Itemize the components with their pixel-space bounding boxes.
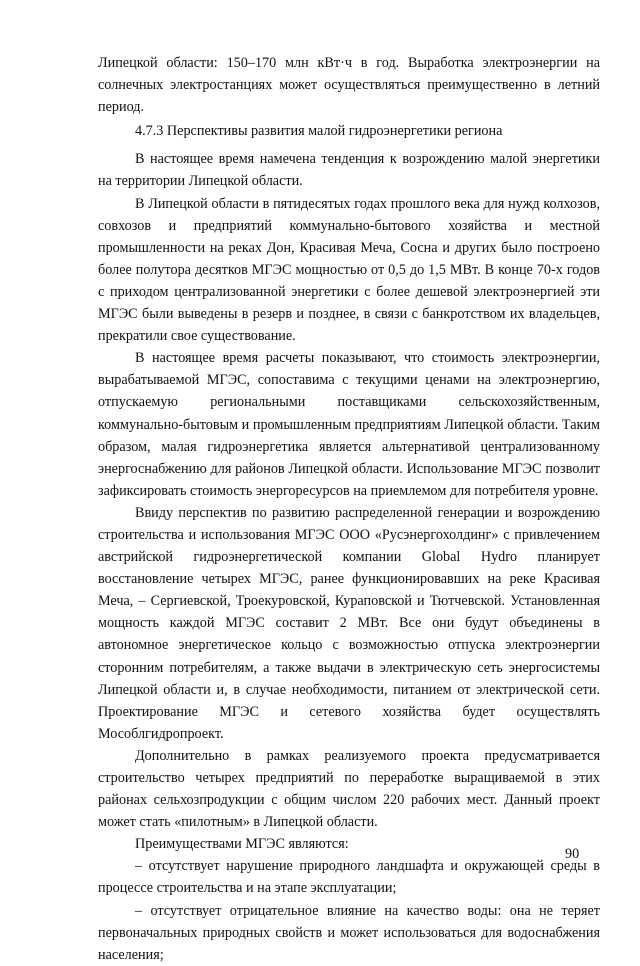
list-item: – отсутствует отрицательное влияние на качество воды: она не теряет первоначальных природных свойств и может использоваться для водоснабжения населения; <box>98 902 600 963</box>
list-intro: Преимуществами МГЭС являются: <box>135 836 349 853</box>
paragraph: В настоящее время намечена тенденция к возрождению малой энергетики на территории Липецкой области. <box>98 151 600 190</box>
list-item: – отсутствует нарушение природного ландшафта и окружающей среды в процессе строительства и на этапе эксплуатации; <box>98 858 600 897</box>
paragraph: Ввиду перспектив по развитию распределенной генерации и возрождению строительства и использования МГЭС ООО «Русэнергохолдинг» с привлечением австрийской гидроэнергетической компании Global Hydro планирует восстановление четырех МГЭС, ранее функционировавших на реке Красивая Меча, – Сергиевской, Троекуровской, Кураповской и Тютчевской. Установленная мощность каждой МГЭС составит 2 МВт. Все они будут объединены в автономное энергетическое кольцо с возможностью отпуска электроэнергии сторонним потребителям, а также выдачи в электрическую сеть энергосистемы Липецкой области и, в случае необходимости, питанием от электрической сети. Проектирование МГЭС и сетевого хозяйства будет осуществлять Мособлгидропроект. <box>98 504 600 742</box>
paragraph: В настоящее время расчеты показывают, что стоимость электроэнергии, вырабатываемой МГЭС, сопоставима с текущими ценами на электроэнергию, отпускаемую региональными поставщиками сельскохозяйственным, коммунально-бытовым и промышленным предприятиям Липецкой области. Таким образом, малая гидроэнергетика является альтернативой централизованному энергоснабжению для районов Липецкой области. Использование МГЭС позволит зафиксировать стоимость энергоресурсов на приемлемом для потребителя уровне. <box>98 350 600 499</box>
paragraph-continued: Липецкой области: 150–170 млн кВт·ч в год. Выработка электроэнергии на солнечных электростанциях может осуществляться преимущественно в летний период. <box>98 55 600 116</box>
page-number: 90 <box>565 846 580 862</box>
paragraph: Дополнительно в рамках реализуемого проекта предусматривается строительство четырех предприятий по переработке выращиваемой в этих районах сельхозпродукции с общим числом 220 рабочих мест. Данный проект может стать «пилотным» в Липецкой области. <box>98 747 600 831</box>
paragraph: В Липецкой области в пятидесятых годах прошлого века для нужд колхозов, совхозов и предприятий коммунально-бытового хозяйства и местной промышленности на реках Дон, Красивая Меча, Сосна и других было построено более полутора десятков МГЭС мощностью от 0,5 до 1,5 МВт. В конце 70-х годов с приходом централизованной энергетики с более дешевой электроэнергией эти МГЭС были выведены в резерв и позднее, в связи с банкротством их владельцев, прекратили свое существование. <box>98 195 600 345</box>
document-page <box>98 52 600 966</box>
section-heading: 4.7.3 Перспективы развития малой гидроэнергетики региона <box>135 123 503 140</box>
